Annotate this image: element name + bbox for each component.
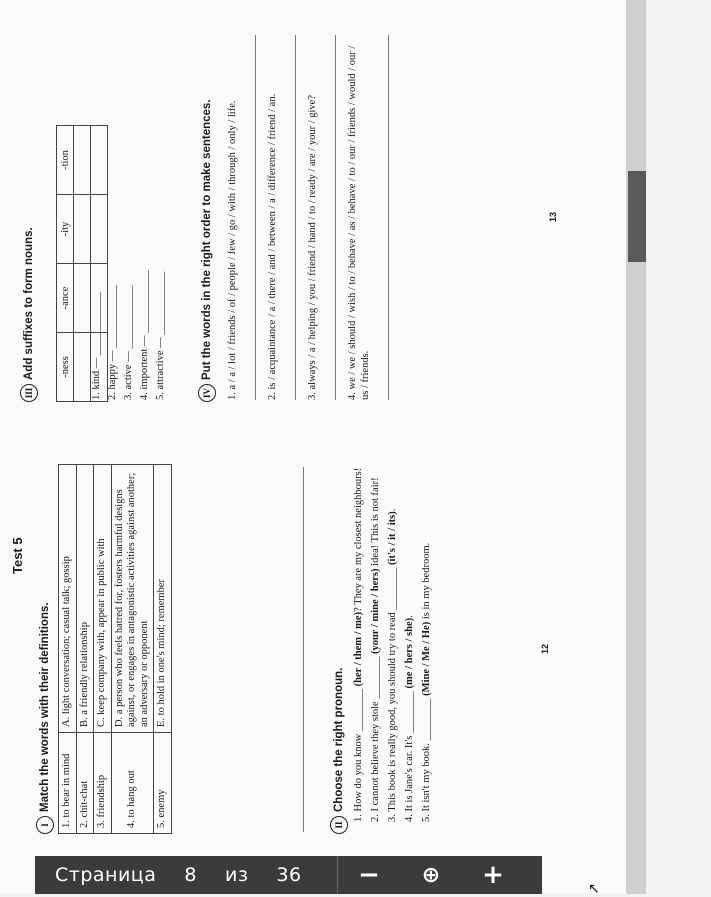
word-cell: 2. chit-chat xyxy=(76,733,94,834)
section-1-heading xyxy=(36,602,54,834)
table-row xyxy=(94,465,112,834)
page-label: Страница xyxy=(55,864,157,886)
section-3-title: Add suffixes to form nouns. xyxy=(23,227,35,380)
list-item: 5. attractive — ____________ xyxy=(155,271,166,400)
section-2-heading xyxy=(330,668,348,834)
list-item: 4. importent — ____________ xyxy=(139,269,150,400)
definition-cell: D. a person who feels hatred for, fosters harmful designs against, or engages in antagonistic activities against another; an adversary or opponent xyxy=(111,465,154,733)
answer-line xyxy=(255,35,256,400)
section-4-title: Put the words in the right order to make sentences. xyxy=(201,99,213,380)
word-cell: 5. enemy xyxy=(154,733,172,834)
table-row xyxy=(111,465,154,834)
suffix-cell: -ity xyxy=(57,195,74,264)
table-row xyxy=(74,126,91,402)
definition-cell: B. a friendly relationship xyxy=(76,465,94,733)
order-list xyxy=(226,35,389,400)
viewer-toolbar xyxy=(35,856,542,894)
word-cell: 3. friendship xyxy=(94,733,112,834)
list-item: 5. It isn't my book. ________ (Mine / Me / He) is in my bedroom. xyxy=(421,542,432,822)
list-item: 4. we / we / should / wish / to / behave / as / behave / to / our / friends / would / our / us / friends. xyxy=(347,45,371,400)
zoom-fit-button[interactable]: ⊕ xyxy=(421,862,441,888)
section-4-heading xyxy=(198,99,216,402)
table-row xyxy=(76,465,94,834)
section-2-number: II xyxy=(330,816,348,834)
page-number-right: 13 xyxy=(548,211,558,222)
table-row xyxy=(59,465,77,834)
page-number-left: 12 xyxy=(540,643,550,654)
test-title: Test 5 xyxy=(10,537,25,574)
table-row xyxy=(154,465,172,834)
suffix-cell: -ness xyxy=(57,333,74,402)
section-1-title: Match the words with their definitions. xyxy=(39,602,51,812)
suffix-list xyxy=(90,200,170,400)
section-3-number: III xyxy=(20,384,38,402)
scrollbar-thumb[interactable] xyxy=(628,171,646,262)
list-item: 1. How do you know ________ (her / them / me)? They are my closest neighbours! xyxy=(353,467,364,822)
match-table xyxy=(58,464,172,834)
page-indicator xyxy=(35,864,337,886)
suffix-cell: -ance xyxy=(57,264,74,333)
list-item: 3. active — ____________ xyxy=(123,285,134,400)
list-item: 1. kind — ____________ xyxy=(91,292,102,400)
list-item: 2. I cannot believe they stole ________ (your / mine / hers) idea! This is not fair! xyxy=(370,477,381,822)
answer-line xyxy=(295,35,296,400)
suffix-cell: -tion xyxy=(57,126,74,195)
zoom-in-button[interactable]: + xyxy=(482,860,504,890)
table-row xyxy=(57,126,74,402)
scrollbar-track[interactable] xyxy=(626,0,646,894)
list-item: 2. happy — ____________ xyxy=(107,285,118,400)
pronoun-list xyxy=(352,462,437,822)
word-cell: 4. to hang out xyxy=(111,733,154,834)
list-item: 3. always / a / helping / you / friend / hand / to / ready / are / your / give? xyxy=(307,94,318,400)
section-1-number: I xyxy=(36,816,54,834)
zoom-out-button[interactable]: − xyxy=(358,860,380,890)
answer-line xyxy=(335,35,336,400)
mouse-cursor-icon: ↖ xyxy=(588,881,600,897)
list-item: 4. It is Jane's car. It's ________ (me / hers / she). xyxy=(404,615,415,822)
section-2-title: Choose the right pronoun. xyxy=(333,667,345,812)
list-item: 2. is / acquaintance / a / there / and / between / a / difference / friend / an. xyxy=(267,93,278,400)
list-item: 3. This book is really good, you should try to read ________ (it's / it / its). xyxy=(387,508,398,822)
list-item: 1. a / a / lot / friends / of / people / few / go / with / through / only / life. xyxy=(227,100,238,400)
definition-cell: E. to hold in one's mind; remember xyxy=(154,465,172,733)
section-4-number: IV xyxy=(198,384,216,402)
of-label: из xyxy=(224,864,249,886)
total-pages: 36 xyxy=(276,864,302,886)
definition-cell: A. light conversation; casual talk; gossip xyxy=(59,465,77,733)
word-cell: 1. to bear in mind xyxy=(59,733,77,834)
answer-line xyxy=(303,467,304,832)
answer-line xyxy=(388,35,389,400)
section-3-heading xyxy=(20,227,38,402)
definition-cell: C. keep company with, appear in public with xyxy=(94,465,112,733)
current-page[interactable]: 8 xyxy=(184,864,197,886)
